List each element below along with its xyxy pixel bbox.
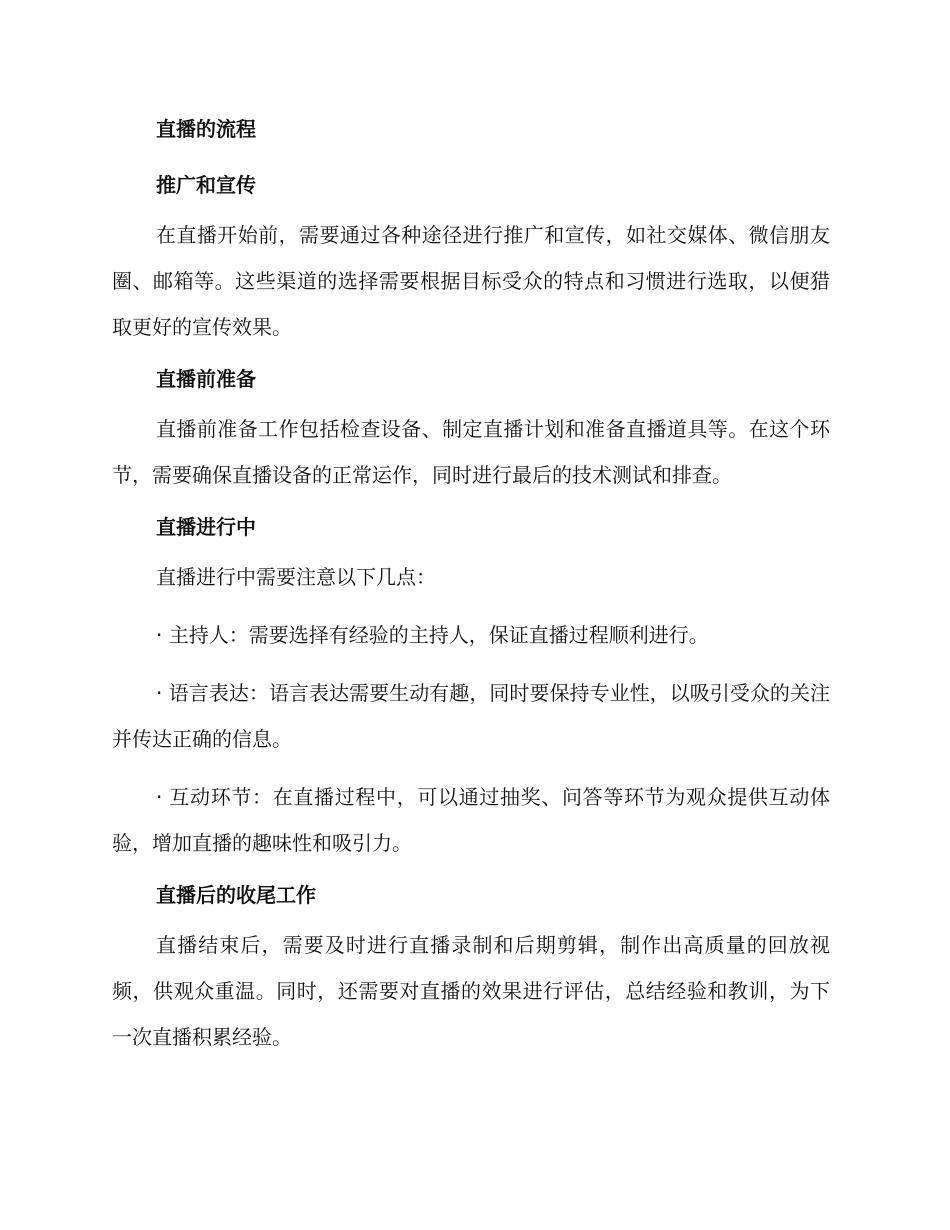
bullet-item-host: · 主持人：需要选择有经验的主持人，保证直播过程顺利进行。: [156, 623, 709, 647]
section-paragraph: 直播前准备工作包括检查设备、制定直播计划和准备直播道具等。在这个环节，需要确保直播设备的正常运作，同时进行最后的技术测试和排查。: [112, 417, 830, 487]
section-heading-during-live: 直播进行中: [156, 515, 256, 539]
document-title: 直播的流程: [156, 117, 256, 141]
section-paragraph: 直播进行中需要注意以下几点：: [156, 565, 436, 589]
section-paragraph: 直播结束后，需要及时进行直播录制和后期剪辑，制作出高质量的回放视频，供观众重温。同时，还需要对直播的效果进行评估，总结经验和教训，为下一次直播积累经验。: [112, 933, 830, 1049]
section-heading-wrap-up: 直播后的收尾工作: [156, 883, 316, 907]
bullet-item-interaction: · 互动环节：在直播过程中，可以通过抽奖、问答等环节为观众提供互动体验，增加直播的趣味性和吸引力。: [112, 785, 830, 855]
section-paragraph: 在直播开始前，需要通过各种途径进行推广和宣传，如社交媒体、微信朋友圈、邮箱等。这些渠道的选择需要根据目标受众的特点和习惯进行选取，以便猎取更好的宣传效果。: [112, 223, 830, 339]
section-heading-promotion: 推广和宣传: [156, 173, 256, 197]
document-body: [112, 112, 830, 1060]
bullet-item-language: · 语言表达：语言表达需要生动有趣，同时要保持专业性，以吸引受众的关注并传达正确的信息。: [112, 681, 830, 751]
section-heading-preparation: 直播前准备: [156, 367, 256, 391]
